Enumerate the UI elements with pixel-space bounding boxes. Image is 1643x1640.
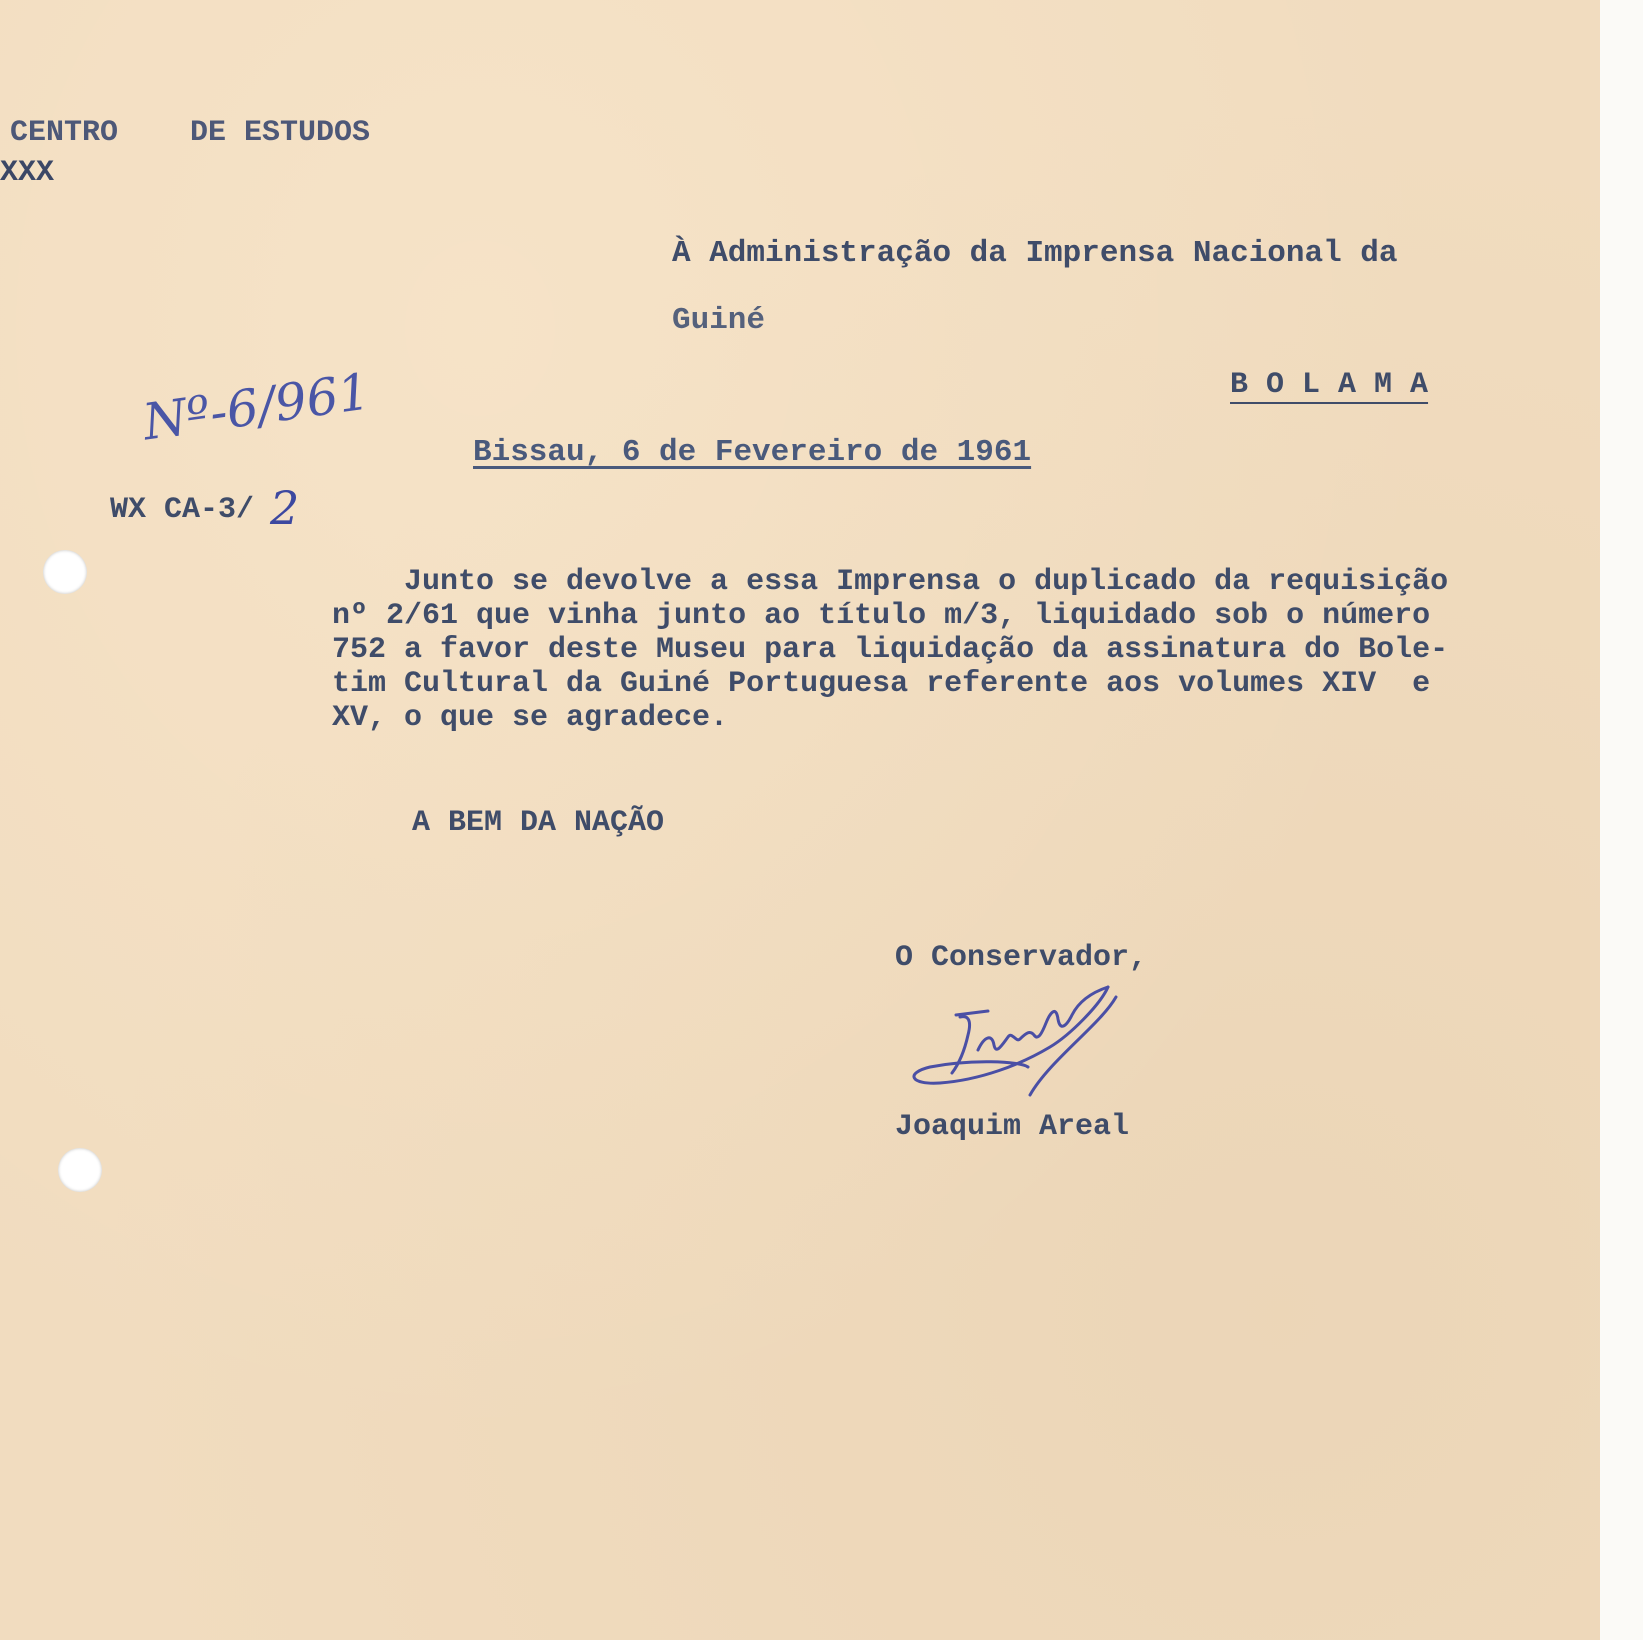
body-line-1: Junto se devolve a essa Imprensa o duplicado da requisição [332,565,1449,599]
body-line-2: nº 2/61 que vinha junto ao título m/3, liquidado sob o número [332,599,1431,633]
addressee-line-1: À Administração da Imprensa Nacional da [672,236,1398,271]
reference-code: WX CA-3/ [110,493,255,527]
letterhead-title: CENTRO DE ESTUDOS [10,116,371,150]
addressee-city: B O L A M A [1230,368,1429,402]
signatory-name: Joaquim Areal [895,1110,1130,1144]
body-line-3: 752 a favor deste Museu para liquidação da assinatura do Bole- [332,633,1449,667]
letter-body [332,565,1592,745]
punch-hole-bottom [58,1148,102,1192]
date-line: Bissau, 6 de Fevereiro de 1961 [473,435,1032,470]
letterhead-strikeout: XXX [0,156,55,190]
paper-edge [1600,0,1643,1640]
signatory-title: O Conservador, [895,941,1148,975]
punch-hole-top [43,550,87,594]
handwritten-signature [900,975,1180,1105]
closing-salutation: A BEM DA NAÇÃO [412,806,665,840]
handwritten-reference-number: Nº-6/961 [139,362,374,452]
reference-code-handwritten-digit: 2 [270,481,300,535]
addressee-line-2: Guiné [672,303,766,338]
body-line-4: tim Cultural da Guiné Portuguesa referente aos volumes XIV e [332,667,1431,701]
body-line-5: XV, o que se agradece. [332,701,729,735]
